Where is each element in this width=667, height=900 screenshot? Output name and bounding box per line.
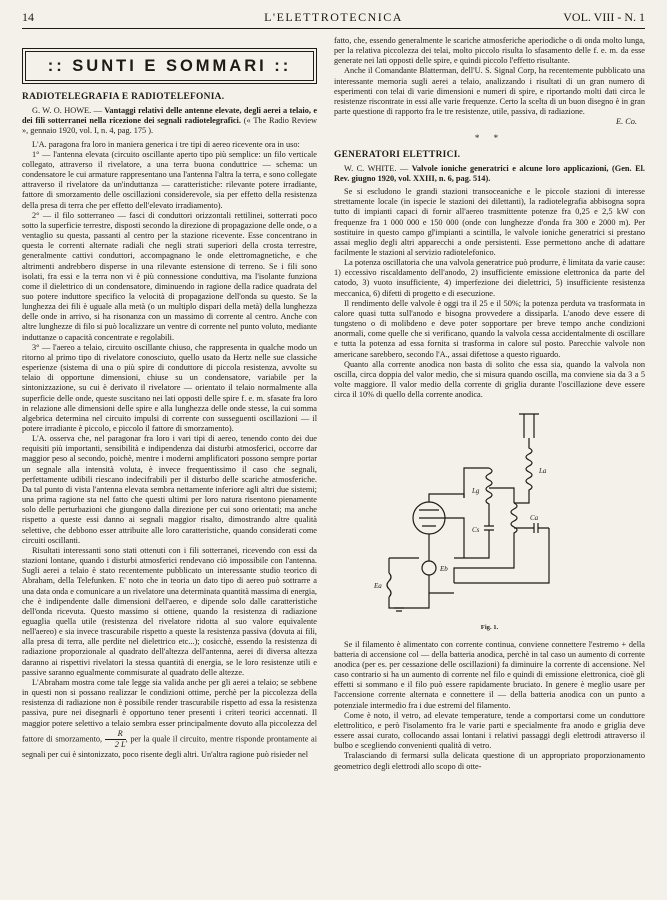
- capacitor-ca: [514, 523, 549, 533]
- figure-caption: Fig. 1.: [480, 624, 499, 632]
- label-eb: Eb: [440, 565, 448, 574]
- paragraph: Il rendimento delle valvole è oggi tra il 25 e il 50%; la potenza perduta va trasformata in calore quasi tutta sull'anodo e bisogna provvedere a dissiparla. L'anodo deve essere di tungsteno o di molibdeno e deve poter sopportare per breve tempo anche condizioni anormali, come quelle che si verificano, quando la valvola cessa accidentalmente di oscillare e tutta la potenza ad essa fornita si trasforma in calore sul posto. Parecchie valvole non americane sarebbero, secondo l'A., assai difettose a questo riguardo.: [334, 298, 645, 359]
- battery-wire: [429, 534, 454, 593]
- tube-electrodes: [419, 494, 464, 558]
- left-column: [22, 36, 317, 760]
- section-title-radiotelegrafia: RADIOTELEGRAFIA E RADIOTELEFONIA.: [22, 92, 225, 102]
- paragraph: Quanto alla corrente anodica non basta di solito che essa sia, quando la valvola non oscilla, circa doppia del valor medio, che si misura quando oscilla, ma conviene sia da 3 a 5 volte maggiore. Il valor medio della corrente di griglia durante l'oscillazione deve essere circa il 10% di quello della corrente anodica.: [334, 359, 645, 400]
- paragraph: Anche il Comandante Blatterman, dell'U. S. Signal Corp, ha recentemente pubblicato una interessante memoria sugli aerei a telaio, analizzando i risultati di un gran numero di esperimenti con telai di varie dimensioni e numeri di spire, e riportando molti dati circa le resistenze riscontrate in essi alle varie frequenze. Certo la scelta di un buon disegno è in gran parte questione di rapporto fra le tre resistenze, utile, passiva, di radiazione.: [334, 66, 645, 117]
- formula-denominator: 2 L: [114, 739, 126, 749]
- article-source: (Gen. El. Rev. giugno 1920, vol. XXIII, n. 6, pag. 514).: [334, 163, 645, 183]
- paragraph-text: L'Abraham mostra come tale legge sia valida anche per gli aerei a telaio; se sebbene in questi non si possano realizzar le condizioni ottime, perchè per la piccolezza della resistenza di radiazione non è possibile render trascurabile rispetto ad essa la resistenza passiva, pure nei disegnarli è opportuno tener presenti i criteri teorici accennati. Il maggior potere selettivo a telaio sembra esser principalmente dovuto alla piccolezza del fattore di smorzamento,: [22, 677, 317, 744]
- article-title: Vantaggi relativi delle antenne elevate, degli aerei a telaio, e dei fili sotterranei nella ricezione dei segnali radiotelegrafici.: [22, 106, 317, 126]
- section-title-generatori: GENERATORI ELETTRICI.: [334, 149, 461, 160]
- article-source: (« The Radio Review », gennaio 1920, vol. I, n. 4, pag. 175 ).: [22, 116, 318, 136]
- grid-coil-lg: [486, 468, 492, 518]
- anode-coil: [511, 503, 517, 543]
- section-banner-title: :: SUNTI E SOMMARI ::: [47, 57, 292, 75]
- section-separator: * *: [474, 133, 505, 144]
- paragraph: L'A. osserva che, nel paragonar fra loro i vari tipi di aereo, tenendo conto dei due requisiti più importanti, sensibilità e indipendenza dai disturbi atmosferici, occorre dar maggior peso al secondo, poichè, mentre i moderni amplificatori possono sempre portar un segnale alla intensità voluta, è invece frequentissimo il caso che segnali, perfettamente udibili riescano indecifrabili per il disturbo delle scariche atmosferiche. Da tal punto di vista l'antenna elevata sembra nettamente inferiore agli altri due sistemi; una prima ragione sta nel fatto che questi ultimi per loro natura risentono pienamente solo delle perturbazioni che giungono dalla direzione per cui sono orientati; ma anche rispetto a queste essi danno ai segnali maggior risalto, dimostrando altre qualità selettive, che debbono esser attribuite alle loro caratteristiche, quando considerati come circuiti oscillanti.: [22, 434, 317, 545]
- article-author: W. C. WHITE.: [344, 163, 397, 173]
- section-banner: [22, 48, 317, 84]
- battery-eb: [422, 561, 436, 575]
- right-column: [334, 36, 645, 772]
- paragraph: Tralasciando di fermarsi sulla delicata questione di un appropriato proporzionamento geometrico degli elettrodi allo scopo di otte-: [334, 751, 645, 771]
- paragraph: La potenza oscillatoria che una valvola generatrice può produrre, è limitata da varie cause: 1) eccessivo riscaldamento dell'anodo, 2) insufficiente emissione elettronica da parte del catodo, 3) vuoto insufficiente, 4) imperfezione dei dielettrici, 5) insufficiente resistenza meccanica, 6) difetti di progetto e di esecuzione.: [334, 258, 645, 298]
- circuit-wire: [454, 468, 549, 583]
- paragraph: fatto, che, essendo generalmente le scariche atmosferiche aperiodiche o di onda molto lunga, per la relativa piccolezza dei telai, molto piccolo risulta lo sfasamento delle f. e. m. da esse generate nei lati opposti delle spire, e quindi piccolo l'effetto risultante.: [334, 36, 645, 66]
- capacitor-cs: [484, 518, 494, 540]
- article-title: Valvole ioniche generatrici e alcune loro applicazioni,: [411, 163, 609, 173]
- author-signature: E. Co.: [616, 117, 637, 127]
- header-rule: [22, 28, 645, 29]
- paragraph: 3° — l'aereo a telaio, circuito oscillante chiuso, che rappresenta in qualche modo un ritorno al primo tipo di rivelatore conosciuto, quello usato da Hertz nelle sue classiche esperienze (sistema di una o più spire di conduttore di piccola resistenza, avvolte su telaio di opportune dimensioni, chiuse su un condensatore, variabile per la sintonizzazione, su cui è derivato il rivelatore — orientato il telaio normalmente alla superficie delle onde, queste suscitano nei lati opposti delle spire f. e. m. sfasate fra loro in relazione alle dimensioni delle spire e alla lunghezza delle onde stesse, la cui somma algebrica determina nel circuito impulsi di corrente con susseguenti oscillazioni — il potere irradiante è piccolo, e piccolo il fattore di smorzamento).: [22, 342, 317, 433]
- ground-symbol: [394, 608, 404, 611]
- paragraph: Risultati interessanti sono stati ottenuti con i fili sotterranei, ricevendo con essi da stazioni lontane, quando i disturbi atmosferici rendevano ciò impossibile con l'antenna. Sugli aerei a telaio è stato recentemente pubblicato un interessante studio teorico di Abraham, della Telefunken. E' noto che in teoria un dato tipo di aereo può sottrarre a una data onda e comunicare a un rivelatore una determinata quantità massima di energia, che è indipendente dalle dimensioni dell'aereo, e dipende solo dalle caratteristiche dell'onda ricevuta. Questo massimo si ottiene, quando la resistenza di radiazione eguaglia quella utile (resistenza del rivelatore ridotta al suo valore equivalente nell'aereo) e sia invece trascurabile rispetto a queste la resistenza passiva (dovuta ai fili, alla presa di terra, alle perdite nel dielettrico etc...); cosicchè, essendo la resistenza di radiazione proporzionale al quadrato dell'altezza dell'antenna, aerei di diversa altezza daranno ai rispettivi rivelatori la stessa quantità di energia, se le loro resistenze utili e passive saranno egualmente commisurate al quadrato delle altezze.: [22, 545, 317, 677]
- paragraph: Se si escludono le grandi stazioni transoceaniche e le piccole stazioni di interesse strettamente locale (in ispecie le stazioni dei dilettanti), la radiotelegrafia abbisogna sopra tutto di impianti capaci di fornir all'aereo trasmittente potenze fra 0,25 e 2,5 kW con frequenze fra 1 000 000 e 150 000 (onde con lunghezze d'onda fra 300 e 2000 m). Per sostituire in questo campo gl'impianti a scintilla, le valvole ioniche generatrici si prestano assai meglio degli altri apparecchi a onde persistenti. Esse permettono anche di adattare facilmente le stazioni al servizio radiotelefonico.: [334, 187, 645, 257]
- paragraph: Se il filamento è alimentato con corrente continua, conviene connettere l'estremo + della batteria di accensione col — della batteria anodica, perchè in tal caso un aumento di corrente anodica (per es. per cessazione delle oscillazioni) fa diminuire la corrente di accensione. Nel caso contrario si ha un aumento di corrente nel filo e quindi di emissione elettronica, cioè gli effetti si sommano e il filo può essere rapidamente bruciato. In genere è meglio usare per l'accensione corrente alternata e connettere il — della batteria anodica con un punto a potenziale intermedio fra i due estremi del filamento.: [334, 639, 645, 710]
- label-ca: Ca: [530, 514, 539, 523]
- article-heading-howe: G. W. O. HOWE. — Vantaggi relativi delle antenne elevate, degli aerei a telaio, e dei fili sotterranei nella ricezione dei segnali radiotelegrafici. (« The Radio Review », gennaio 1920, vol. I, n. 4, pag. 175 ).: [22, 106, 318, 136]
- damping-formula: [105, 729, 126, 750]
- journal-title: L'ELETTROTECNICA: [264, 10, 403, 24]
- label-cs: Cs: [472, 526, 480, 535]
- label-la: La: [539, 467, 547, 476]
- circuit-diagram: [334, 408, 645, 618]
- article-heading-white: W. C. WHITE. — Valvole ioniche generatrici e alcune loro applicazioni, (Gen. El. Rev. giugno 1920, vol. XXIII, n. 6, pag. 514).: [334, 163, 645, 183]
- paragraph-text: , per la quale il circuito, mentre risponde prontamente ai segnali per cui è sintonizzato, poco risente degli altri. Un'altra ragione può risieder nel: [22, 734, 317, 759]
- paragraph: 2° — il filo sotterraneo — fasci di conduttori orizzontali rettilinei, sotterrati poco sotto la superficie terrestre, disposti secondo la direzione di propagazione delle onde, o a ventaglio su questa, passanti al centro per la stazione ricevente. Esse concentrano in questa le correnti alternate radiali che negli strati superiori della crosta terrestre, generalmente cattivi conduttori, accompagnano le onde elettromagnetiche, e che altrimenti andrebbero disperse in una rilevante estensione di terreno. Se i fili sono isolati, fra essi e la terra non vi è più connessione conduttiva, ma l'isolante funziona come il dielettrico di un condensatore, diminuendo in ragione della radice quadrata del suo potere induttore specifico la velocità di propagazione dell'onda su questo. Se la lunghezza dei fili è uguale alla metà (o un multiplo dispari della metà) della lunghezza delle onde in arrivo, si ha risonanza con un massimo di corrente al centro. Anche con altre lunghezze di filo si può localizzare un ventre di corrente nel punto voluto, mediante induttanze o capacità concentrate e regolabili.: [22, 210, 317, 342]
- paragraph: Come è noto, il vetro, ad elevate temperature, tende a comportarsi come un conduttore elettrolitico, e però l'isolamento fra le varie parti e specialmente fra anodo e griglia deve essere assai curato, collocando assai lontani i relativi passaggi degli elettrodi attraverso il bulbo e scegliendo convenienti qualità di vetro.: [334, 710, 645, 751]
- antenna-wire: [519, 414, 539, 438]
- paragraph: L'A. paragona fra loro in maniera generica i tre tipi di aereo ricevente ora in uso:: [32, 139, 300, 149]
- volume-number: VOL. VIII - N. 1: [563, 10, 645, 24]
- paragraph: 1° — l'antenna elevata (circuito oscillante aperto tipo più semplice: un filo verticale collegato, attraverso il rivelatore, a una terra buona conduttrice — schema: un condensatore le cui armature rappresentano una l'antenna l'altra la terra, e sono collegate attraverso il rivelatore da un'induttanza — caratteristiche: rilevante potere irradiante, fattore di smorzamento delle oscillazioni considerevole, sia per effetto della resistenza della presa di terra che per effetto dell'elevato irradiamento).: [22, 149, 317, 210]
- page-number: 14: [22, 10, 34, 24]
- paragraph: [22, 678, 317, 760]
- label-ea: Ea: [374, 582, 382, 591]
- article-author: G. W. O. HOWE.: [32, 106, 92, 116]
- label-lg: Lg: [472, 487, 480, 496]
- formula-numerator: R: [105, 729, 126, 740]
- running-header: [22, 10, 645, 26]
- antenna-coil-la: [526, 438, 532, 498]
